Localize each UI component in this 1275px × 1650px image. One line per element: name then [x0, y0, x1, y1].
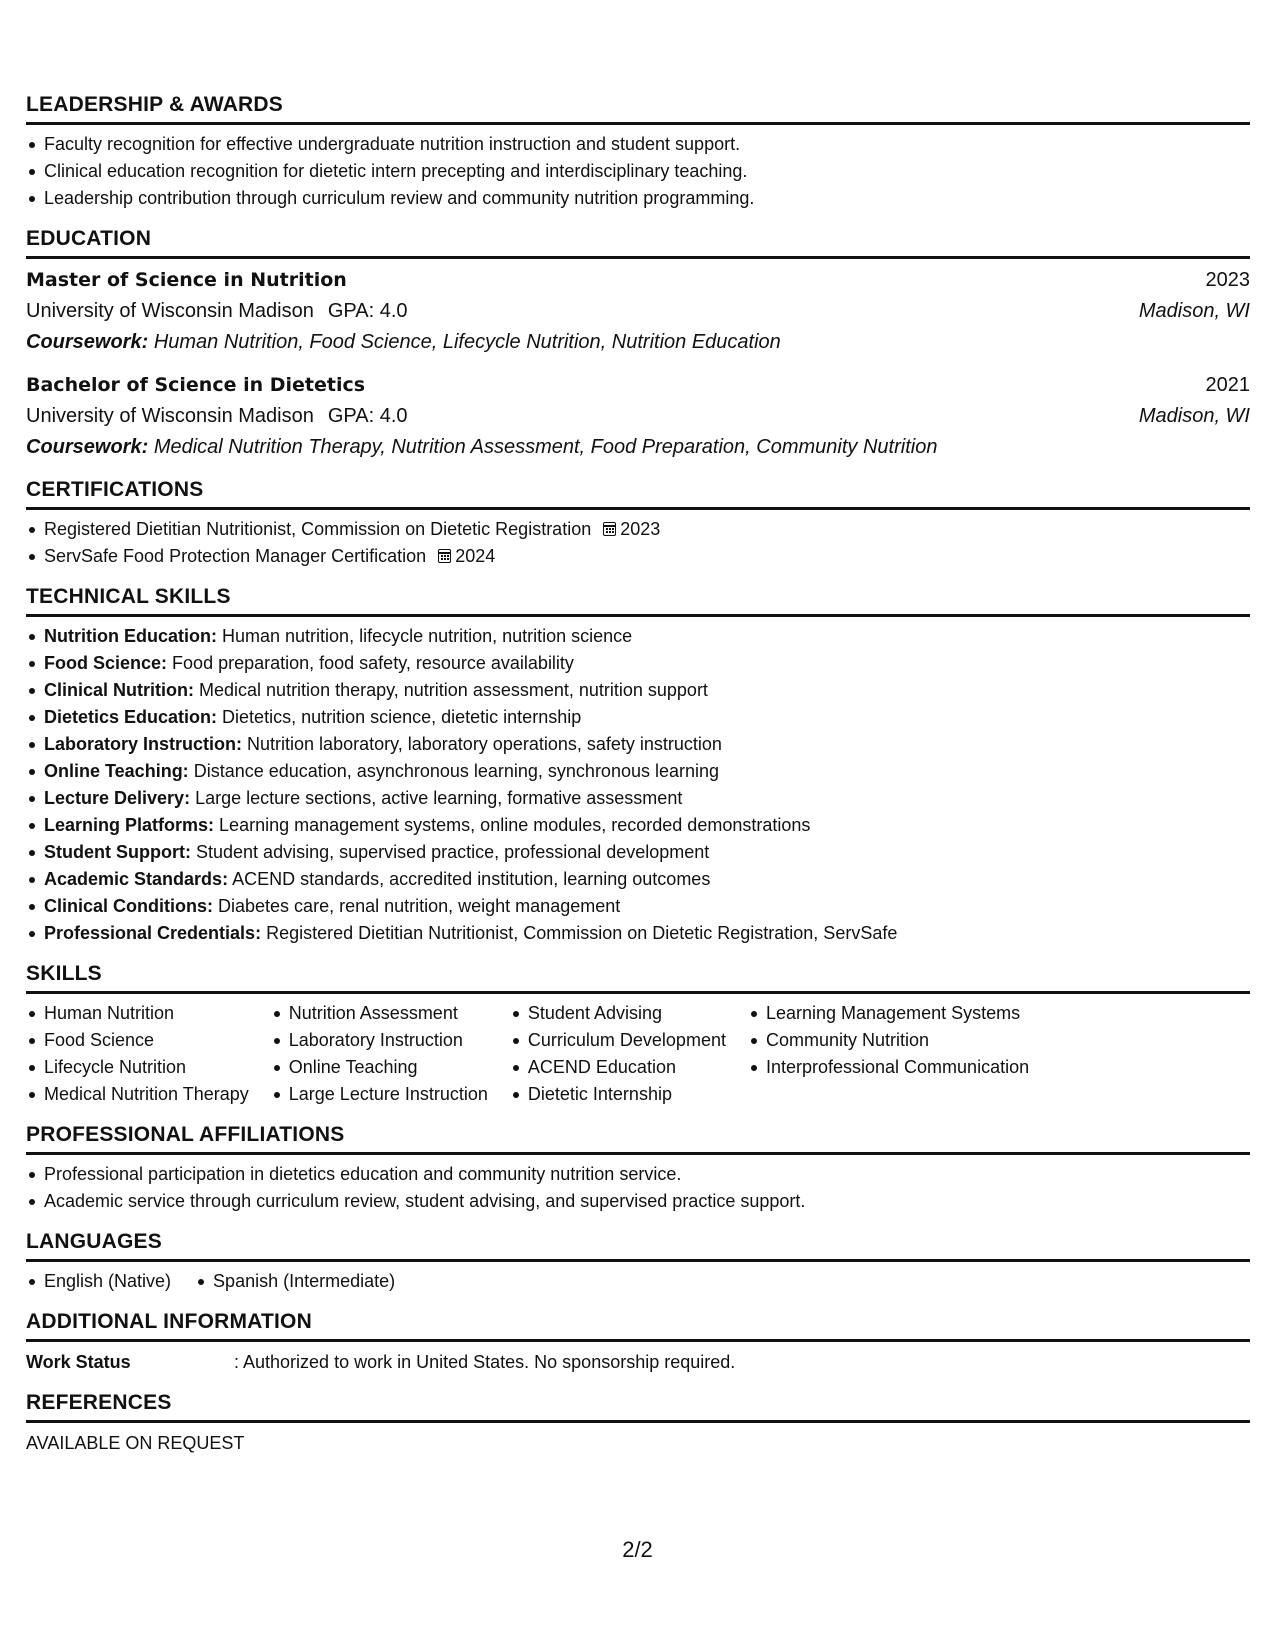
graduation-year: 2023: [1205, 269, 1250, 291]
list-item: Online Teaching: [271, 1054, 488, 1081]
skill-detail: Learning management systems, online modules, recorded demonstrations: [219, 815, 811, 835]
affiliations-section: [26, 1122, 1250, 1215]
skill-detail: Nutrition laboratory, laboratory operations, safety instruction: [247, 734, 722, 754]
list-item: Dietetic Internship: [510, 1081, 726, 1108]
list-item: [26, 893, 1250, 920]
section-title: SKILLS: [26, 961, 1250, 994]
gpa: GPA: 4.0: [327, 300, 408, 322]
section-title: LEADERSHIP & AWARDS: [26, 92, 1250, 125]
section-title: PROFESSIONAL AFFILIATIONS: [26, 1122, 1250, 1155]
list-item: [26, 866, 1250, 893]
list-item: Lifecycle Nutrition: [26, 1054, 249, 1081]
skill-detail: ACEND standards, accredited institution, learning outcomes: [232, 869, 711, 889]
list-item: Curriculum Development: [510, 1027, 726, 1054]
languages-list: [26, 1268, 1250, 1295]
list-item: [26, 758, 1250, 785]
coursework-text: Medical Nutrition Therapy, Nutrition Assessment, Food Preparation, Community Nutrition: [153, 436, 938, 458]
list-item: English (Native): [26, 1268, 171, 1295]
work-status-label: Work Status: [26, 1352, 131, 1372]
coursework-label: Coursework:: [26, 436, 149, 458]
list-item: [26, 516, 1250, 543]
skill-detail: Diabetes care, renal nutrition, weight management: [218, 896, 621, 916]
gpa: GPA: 4.0: [327, 405, 408, 427]
calendar-icon: [438, 549, 451, 563]
education-section: [26, 226, 1250, 463]
certification-name: ServSafe Food Protection Manager Certification: [44, 546, 427, 566]
skill-category: Clinical Nutrition:: [44, 680, 194, 700]
list-item: [26, 677, 1250, 704]
references-section: [26, 1390, 1250, 1457]
certification-year: 2023: [620, 519, 661, 539]
list-item: Faculty recognition for effective undergraduate nutrition instruction and student support.: [26, 131, 1250, 158]
list-item: [26, 920, 1250, 947]
school-name: University of Wisconsin Madison: [26, 405, 314, 427]
calendar-icon: [603, 522, 616, 536]
section-title: CERTIFICATIONS: [26, 477, 1250, 510]
skill-detail: Large lecture sections, active learning, formative assessment: [195, 788, 683, 808]
education-entry: [26, 370, 1250, 463]
list-item: Interprofessional Communication: [748, 1054, 1029, 1081]
list-item: [26, 731, 1250, 758]
skill-detail: Human nutrition, lifecycle nutrition, nutrition science: [222, 626, 633, 646]
skill-detail: Food preparation, food safety, resource availability: [172, 653, 574, 673]
list-item: [26, 704, 1250, 731]
skill-detail: Student advising, supervised practice, professional development: [196, 842, 710, 862]
list-item: [26, 543, 1250, 570]
technical-skills-section: [26, 584, 1250, 947]
skill-category: Online Teaching:: [44, 761, 189, 781]
degree: Master of Science in Nutrition: [26, 269, 347, 291]
list-item: Learning Management Systems: [748, 1000, 1029, 1027]
certification-year: 2024: [455, 546, 496, 566]
skills-column: [271, 1000, 488, 1108]
school-name: University of Wisconsin Madison: [26, 300, 314, 322]
skill-category: Academic Standards:: [44, 869, 229, 889]
list-item: ACEND Education: [510, 1054, 726, 1081]
skill-category: Food Science:: [44, 653, 168, 673]
work-status-row: [26, 1348, 1250, 1376]
list-item: Professional participation in dietetics education and community nutrition service.: [26, 1161, 1250, 1188]
school-location: Madison, WI: [1138, 405, 1250, 427]
work-status-value: : Authorized to work in United States. No sponsorship required.: [234, 1352, 736, 1372]
skills-column: [748, 1000, 1029, 1108]
skill-category: Clinical Conditions:: [44, 896, 213, 916]
skill-category: Professional Credentials:: [44, 923, 262, 943]
leadership-section: [26, 92, 1250, 212]
skills-column: [26, 1000, 249, 1108]
skill-category: Lecture Delivery:: [44, 788, 191, 808]
coursework: [26, 327, 1250, 358]
list-item: Spanish (Intermediate): [195, 1268, 395, 1295]
list-item: Clinical education recognition for dietetic intern precepting and interdisciplinary teaching.: [26, 158, 1250, 185]
list-item: [26, 785, 1250, 812]
skills-grid: [26, 1000, 1250, 1108]
list-item: [26, 839, 1250, 866]
resume-page: [26, 92, 1250, 1471]
additional-info-section: [26, 1309, 1250, 1376]
list-item: [26, 812, 1250, 839]
section-title: EDUCATION: [26, 226, 1250, 259]
list-item: Food Science: [26, 1027, 249, 1054]
list-item: Community Nutrition: [748, 1027, 1029, 1054]
coursework-label: Coursework:: [26, 331, 149, 353]
certification-name: Registered Dietitian Nutritionist, Commission on Dietetic Registration: [44, 519, 592, 539]
technical-skills-list: [26, 623, 1250, 947]
skills-section: [26, 961, 1250, 1108]
list-item: Leadership contribution through curriculum review and community nutrition programming.: [26, 185, 1250, 212]
skill-category: Learning Platforms:: [44, 815, 215, 835]
list-item: Large Lecture Instruction: [271, 1081, 488, 1108]
skill-detail: Registered Dietitian Nutritionist, Commission on Dietetic Registration, ServSafe: [266, 923, 898, 943]
section-title: REFERENCES: [26, 1390, 1250, 1423]
certifications-list: [26, 516, 1250, 570]
affiliations-list: [26, 1161, 1250, 1215]
graduation-year: 2021: [1205, 374, 1250, 396]
languages-section: [26, 1229, 1250, 1295]
list-item: [26, 650, 1250, 677]
skill-detail: Medical nutrition therapy, nutrition assessment, nutrition support: [199, 680, 708, 700]
leadership-list: [26, 131, 1250, 212]
list-item: Student Advising: [510, 1000, 726, 1027]
coursework-text: Human Nutrition, Food Science, Lifecycle Nutrition, Nutrition Education: [153, 331, 781, 353]
list-item: Laboratory Instruction: [271, 1027, 488, 1054]
degree: Bachelor of Science in Dietetics: [26, 374, 366, 396]
skill-detail: Dietetics, nutrition science, dietetic internship: [222, 707, 582, 727]
list-item: Academic service through curriculum review, student advising, and supervised practice support.: [26, 1188, 1250, 1215]
section-title: ADDITIONAL INFORMATION: [26, 1309, 1250, 1342]
list-item: Nutrition Assessment: [271, 1000, 488, 1027]
skill-category: Dietetics Education:: [44, 707, 218, 727]
skill-category: Student Support:: [44, 842, 191, 862]
coursework: [26, 432, 1250, 463]
skills-column: [510, 1000, 726, 1108]
skill-category: Nutrition Education:: [44, 626, 217, 646]
certifications-section: [26, 477, 1250, 570]
references-text: AVAILABLE ON REQUEST: [26, 1433, 245, 1453]
page-number: 2/2: [622, 1537, 653, 1562]
section-title: TECHNICAL SKILLS: [26, 584, 1250, 617]
school-location: Madison, WI: [1138, 300, 1250, 322]
list-item: Human Nutrition: [26, 1000, 249, 1027]
skill-detail: Distance education, asynchronous learning, synchronous learning: [193, 761, 720, 781]
list-item: [26, 623, 1250, 650]
education-entry: [26, 265, 1250, 358]
skill-category: Laboratory Instruction:: [44, 734, 243, 754]
list-item: Medical Nutrition Therapy: [26, 1081, 249, 1108]
section-title: LANGUAGES: [26, 1229, 1250, 1262]
